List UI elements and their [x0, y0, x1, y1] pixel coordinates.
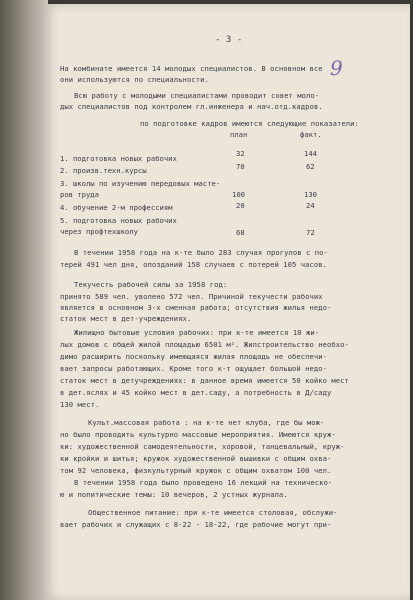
- text-line: является в основном 3-х сменная работа; отсутствия жилья недо-: [60, 303, 332, 312]
- text-line: дых специалистов под контролем гл.инженера и нач.отд.кадров.: [60, 102, 323, 111]
- text-line: том 92 человека, физкультурный кружок с общим охватом 100 чел.: [60, 466, 332, 475]
- text-line: В течении 1958 года было проведено 16 лекций на техническо-: [74, 478, 333, 487]
- table-row-fact: 24: [306, 201, 315, 210]
- text-line: димо расширить поскольку имеющаяся жилая площадь не обеспечи-: [60, 352, 328, 361]
- table-row-plan: 32: [236, 149, 245, 158]
- text-line: ки: художественной самодеятельности, хоровой, танцевальный, круж-: [60, 442, 345, 451]
- page-number: - 3 -: [215, 35, 243, 45]
- text-line: Текучесть рабочей силы за 1958 год:: [74, 280, 228, 289]
- table-row-plan: 68: [236, 228, 245, 237]
- text-line: Культ.массовая работа : на к-те нет клуба, где бы мож-: [88, 418, 325, 427]
- text-line: но было проводить культурно массовые мероприятия. Имеются круж-: [60, 430, 336, 439]
- text-line: ки кройки и шитья; кружок художественной вышивки с общим охва-: [60, 454, 332, 463]
- text-line: терей 491 чел дня, опозданий 158 случаев с потерей 105 часов.: [60, 260, 328, 269]
- table-row-fact: 130: [304, 190, 317, 199]
- table-row-label: 3. школы по изучению передовых масте-: [60, 179, 221, 188]
- text-line: они используются по специальности.: [60, 75, 209, 84]
- table-row-label: 2. произв.техн.курсы: [60, 166, 147, 175]
- text-line: В течении 1958 года на к-те было 283 случая прогулов с по-: [74, 248, 328, 257]
- table-header-fact: факт.: [300, 130, 322, 139]
- text-line: в дет.яслях и 45 койко мест в дет.саду, а потребность в Д/саду: [60, 388, 332, 397]
- table-row-label: 1. подготовка новых рабочих: [60, 154, 177, 163]
- text-line: Всю работу с молодыми специалистами проводит совет моло-: [74, 91, 320, 100]
- text-line: ю и политические темы: 10 вечеров, 2 устных журнала.: [60, 490, 288, 499]
- table-header-plan: план: [230, 130, 248, 139]
- text-line: вает запросы работающих. Кроме того к-т ощущает большой недо-: [60, 364, 328, 373]
- text-line: статок мест в дет-учреждениях.: [60, 314, 192, 323]
- text-line: лых домов с общей жилой площадью 6501 м². Жилстроительство необхо-: [60, 340, 349, 349]
- text-line: Жилищно бытовые условия рабочих: при к-те имеется 10 жи-: [74, 328, 320, 337]
- handwritten-page-mark: 9: [330, 56, 343, 80]
- document-page: [44, 4, 410, 600]
- table-row-label: ров труда: [60, 190, 99, 199]
- table-row-fact: 62: [306, 162, 315, 171]
- binding-spine: [0, 0, 48, 600]
- text-line: по подготовке кадров имеются следующие показатели:: [140, 119, 359, 128]
- table-row-label: 4. обучение 2-м профессиям: [60, 203, 173, 212]
- table-row-plan: 100: [232, 190, 245, 199]
- text-line: 130 мест.: [60, 400, 100, 409]
- table-row-label: 5. подготовка новых рабочих: [60, 216, 177, 225]
- text-line: вает рабочих и служащих с 8-22 - 18-22, где рабочие могут при-: [60, 520, 332, 529]
- table-row-label: через профтехшколу: [60, 227, 138, 236]
- table-row-fact: 144: [304, 149, 317, 158]
- table-row-fact: 72: [306, 228, 315, 237]
- text-line: На комбинате имеется 14 молодых специалистов. В основном все: [60, 64, 323, 73]
- table-row-plan: 70: [236, 162, 245, 171]
- text-line: принято 589 чел. уволено 572 чел. Причиной текучести рабочих: [60, 292, 323, 301]
- text-line: Общественное питание: при к-те имеется столовая, обслужи-: [88, 508, 338, 517]
- text-line: статок мест в детучреждениях: в данное время имеется 50 койко мест: [60, 376, 349, 385]
- table-row-plan: 20: [236, 201, 245, 210]
